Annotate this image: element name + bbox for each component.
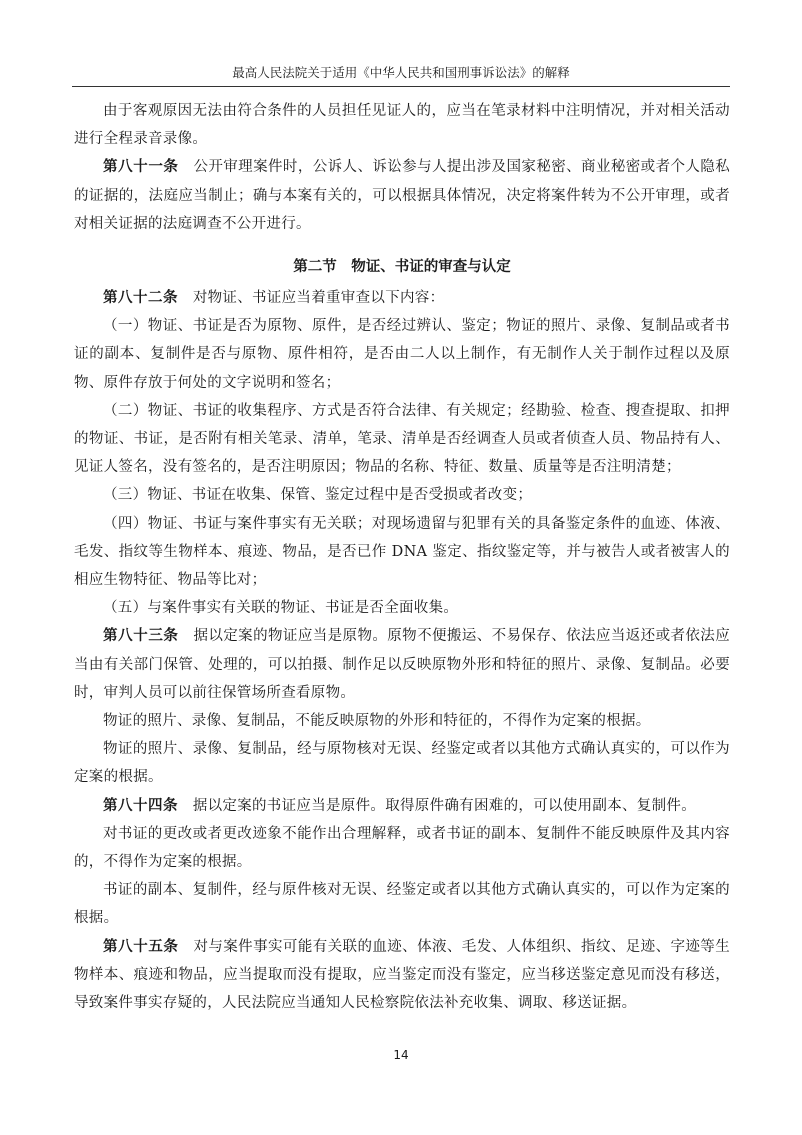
paragraph xyxy=(74,97,730,153)
paragraph xyxy=(74,876,730,932)
paragraph-text: 据以定案的书证应当是原件。取得原件确有困难的，可以使用副本、复制件。 xyxy=(192,797,697,814)
paragraph xyxy=(74,820,730,876)
paragraph-text: 对书证的更改或者更改迹象不能作出合理解释，或者书证的副本、复制件不能反映原件及其内容的，不得作为定案的根据。 xyxy=(74,825,730,871)
article-number: 第八十五条 xyxy=(103,938,179,955)
document-body xyxy=(74,97,730,1017)
paragraphs-after-section xyxy=(74,284,730,1017)
paragraph xyxy=(74,622,730,707)
section-title: 第二节 物证、书证的审查与认定 xyxy=(293,259,511,276)
paragraph xyxy=(74,481,730,509)
paragraphs-before-section xyxy=(74,97,730,238)
paragraph-text: （一）物证、书证是否为原物、原件，是否经过辨认、鉴定；物证的照片、录像、复制品或者书证的副本、复制件是否与原物、原件相符，是否由二人以上制作，有无制作人关于制作过程以及原物、原件存放于何处的文字说明和签名； xyxy=(74,318,730,391)
paragraph-text: 由于客观原因无法由符合条件的人员担任见证人的，应当在笔录材料中注明情况，并对相关活动进行全程录音录像。 xyxy=(74,103,730,148)
paragraph-text: 据以定案的物证应当是原物。原物不便搬运、不易保存、依法应当返还或者依法应当由有关部门保管、处理的，可以拍摄、制作足以反映原物外形和特征的照片、录像、复制品。必要时，审判人员可以前往保管场所查看原物。 xyxy=(74,628,731,701)
paragraph-text: （四）物证、书证与案件事实有无关联；对现场遗留与犯罪有关的具备鉴定条件的血迹、体液、毛发、指纹等生物样本、痕迹、物品，是否已作 DNA 鉴定、指纹鉴定等，并与被告人或者被害人的相应生物特征、物品等比对； xyxy=(74,515,730,589)
article-number: 第八十四条 xyxy=(103,797,178,814)
paragraph xyxy=(74,735,730,791)
paragraph-text: 对物证、书证应当着重审查以下内容： xyxy=(192,290,445,307)
paragraph-text: 物证的照片、录像、复制品，经与原物核对无误、经鉴定或者以其他方式确认真实的，可以作为定案的根据。 xyxy=(74,741,730,786)
paragraph xyxy=(74,933,730,1018)
article-number: 第八十三条 xyxy=(103,628,179,645)
paragraph-text: 书证的副本、复制件，经与原件核对无误、经鉴定或者以其他方式确认真实的，可以作为定案的根据。 xyxy=(74,882,730,927)
page-header xyxy=(72,66,730,87)
paragraph-text: 公开审理案件时，公诉人、诉讼参与人提出涉及国家秘密、商业秘密或者个人隐私的证据的，法庭应当制止；确与本案有关的，可以根据具体情况，决定将案件转为不公开审理，或者对相关证据的法庭调查不公开进行。 xyxy=(74,159,731,232)
paragraph xyxy=(74,594,730,622)
paragraph-text: 对与案件事实可能有关联的血迹、体液、毛发、人体组织、指纹、足迹、字迹等生物样本、痕迹和物品，应当提取而没有提取，应当鉴定而没有鉴定，应当移送鉴定意见而没有移送，导致案件事实存疑的，人民法院应当通知人民检察院依法补充收集、调取、移送证据。 xyxy=(74,938,731,1012)
header-title: 最高人民法院关于适用《中华人民共和国刑事诉讼法》的解释 xyxy=(232,65,570,80)
page-number: 14 xyxy=(393,1048,409,1062)
paragraph xyxy=(74,284,730,312)
paragraph-text: （五）与案件事实有关联的物证、书证是否全面收集。 xyxy=(103,600,459,617)
article-number: 第八十二条 xyxy=(103,290,178,307)
paragraph xyxy=(74,510,730,595)
paragraph-text: 物证的照片、录像、复制品，不能反映原物的外形和特征的，不得作为定案的根据。 xyxy=(103,713,651,730)
paragraph xyxy=(74,792,730,820)
paragraph xyxy=(74,312,730,397)
paragraph xyxy=(74,707,730,735)
paragraph xyxy=(74,397,730,482)
paragraph-text: （二）物证、书证的收集程序、方式是否符合法律、有关规定；经勘验、检查、搜查提取、扣押的物证、书证，是否附有相关笔录、清单，笔录、清单是否经调查人员或者侦查人员、物品持有人、见证人签名，没有签名的，是否注明原因；物品的名称、特征、数量、质量等是否注明清楚； xyxy=(74,402,730,476)
paragraph xyxy=(74,153,730,238)
paragraph-text: （三）物证、书证在收集、保管、鉴定过程中是否受损或者改变； xyxy=(103,487,533,504)
article-number: 第八十一条 xyxy=(103,159,179,176)
